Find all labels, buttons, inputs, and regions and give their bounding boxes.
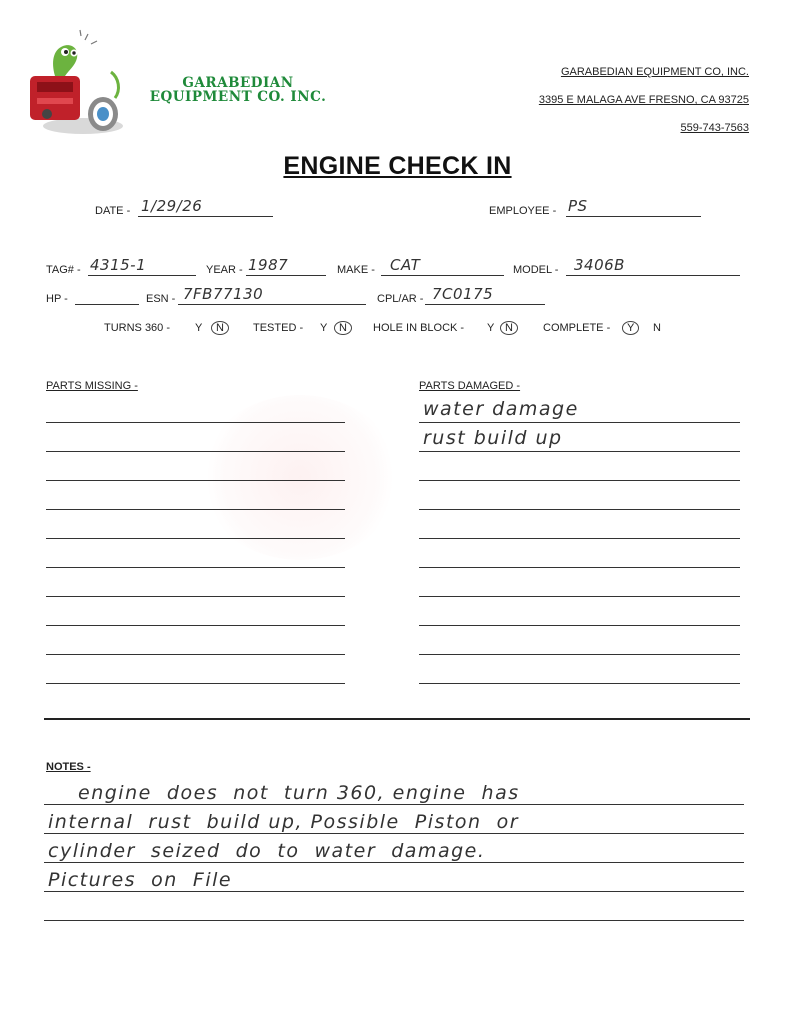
cpl-underline	[425, 304, 545, 305]
tested-no: N	[334, 321, 352, 335]
parts-missing-line	[46, 538, 345, 539]
parts-damaged-line	[419, 654, 740, 655]
company-name	[138, 76, 338, 104]
date-label: DATE -	[95, 205, 131, 217]
parts-missing-line	[46, 509, 345, 510]
make-underline	[381, 275, 504, 276]
parts-damaged-line	[419, 451, 740, 452]
parts-missing-line	[46, 596, 345, 597]
make-value[interactable]: CAT	[390, 256, 421, 274]
parts-damaged-line	[419, 509, 740, 510]
company-logo	[25, 28, 127, 138]
parts-missing-line	[46, 683, 345, 684]
tag-label: TAG# -	[46, 264, 81, 276]
form-title: ENGINE CHECK IN	[283, 152, 512, 180]
make-label: MAKE -	[337, 264, 375, 276]
year-underline	[246, 275, 326, 276]
date-underline	[138, 216, 273, 217]
employee-underline	[566, 216, 701, 217]
hp-underline	[75, 304, 139, 305]
address-company-name: GARABEDIAN EQUIPMENT CO, INC.	[560, 66, 749, 78]
parts-damaged-line	[419, 422, 740, 423]
hole-in-block-label: HOLE IN BLOCK -	[373, 322, 465, 334]
complete-yes: Y	[622, 321, 639, 335]
parts-damaged-line	[419, 625, 740, 626]
parts-missing-line	[46, 480, 345, 481]
notes-line	[44, 833, 744, 834]
turns360-label: TURNS 360 -	[104, 322, 171, 334]
parts-damaged-line	[419, 567, 740, 568]
address-phone: 559-743-7563	[680, 122, 749, 134]
esn-underline	[178, 304, 366, 305]
turns360-no: N	[211, 321, 229, 335]
section-divider	[44, 718, 750, 720]
parts-damaged-line	[419, 596, 740, 597]
parts-damaged-line	[419, 480, 740, 481]
tag-value[interactable]: 4315-1	[90, 256, 147, 274]
model-value[interactable]: 3406B	[574, 256, 625, 274]
year-value[interactable]: 1987	[248, 256, 289, 274]
parts-missing-line	[46, 451, 345, 452]
parts-missing-line	[46, 625, 345, 626]
parts-missing-line	[46, 567, 345, 568]
notes-line	[44, 920, 744, 921]
notes-header: NOTES -	[46, 761, 91, 773]
parts-damaged-entry[interactable]: water damage	[423, 398, 579, 420]
notes-entry[interactable]: cylinder seized do to water damage.	[48, 840, 486, 862]
address-street: 3395 E MALAGA AVE FRESNO, CA 93725	[538, 94, 749, 106]
year-label: YEAR -	[206, 264, 243, 276]
model-underline	[566, 275, 740, 276]
notes-line	[44, 891, 744, 892]
hole-in-block-yes[interactable]: Y	[487, 322, 495, 334]
hole-in-block-no: N	[500, 321, 518, 335]
parts-damaged-header: PARTS DAMAGED -	[419, 380, 521, 392]
date-value[interactable]: 1/29/26	[141, 197, 203, 215]
faint-stamp-mark	[200, 395, 400, 560]
esn-label: ESN -	[146, 293, 176, 305]
notes-entry[interactable]: internal rust build up, Possible Piston or	[48, 811, 520, 833]
parts-missing-header: PARTS MISSING -	[46, 380, 138, 392]
hole-in-block-no-circled[interactable]	[500, 321, 518, 335]
notes-line	[44, 862, 744, 863]
employee-value[interactable]: PS	[568, 197, 588, 215]
notes-line	[44, 804, 744, 805]
tested-yes[interactable]: Y	[320, 322, 328, 334]
parts-damaged-line	[419, 538, 740, 539]
parts-damaged-entry[interactable]: rust build up	[423, 427, 563, 449]
company-name-line2: EQUIPMENT CO. INC.	[149, 89, 327, 105]
esn-value[interactable]: 7FB77130	[183, 285, 264, 303]
company-name-line1: GARABEDIAN	[182, 75, 294, 91]
complete-no[interactable]: N	[653, 322, 661, 334]
parts-missing-line	[46, 422, 345, 423]
parts-damaged-line	[419, 683, 740, 684]
engine-mascot-icon	[25, 28, 127, 138]
tested-no-circled[interactable]	[334, 321, 352, 335]
notes-entry[interactable]: engine does not turn 360, engine has	[78, 782, 520, 804]
cpl-value[interactable]: 7C0175	[432, 285, 494, 303]
turns360-no-circled[interactable]	[211, 321, 229, 335]
tag-underline	[88, 275, 196, 276]
employee-label: EMPLOYEE -	[489, 205, 557, 217]
tested-label: TESTED -	[253, 322, 304, 334]
turns360-yes[interactable]: Y	[195, 322, 203, 334]
model-label: MODEL -	[513, 264, 559, 276]
complete-yes-circled[interactable]	[622, 321, 639, 335]
notes-entry[interactable]: Pictures on File	[48, 869, 233, 891]
complete-label: COMPLETE -	[543, 322, 611, 334]
hp-label: HP -	[46, 293, 68, 305]
cpl-label: CPL/AR -	[377, 293, 424, 305]
parts-missing-line	[46, 654, 345, 655]
